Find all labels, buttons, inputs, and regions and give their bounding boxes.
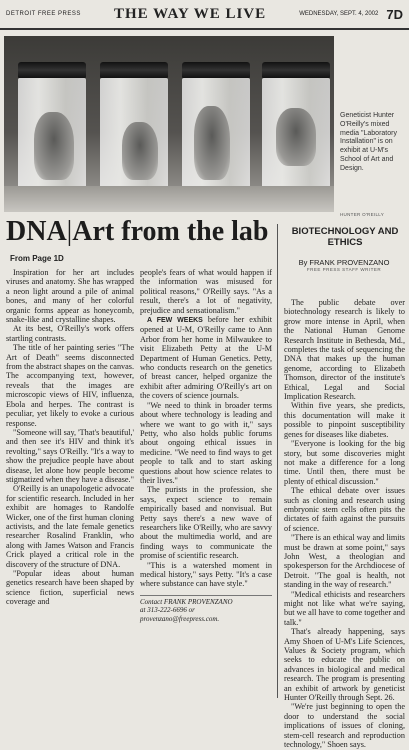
lead-text: before her exhibit opened at U-M, O'Reilly came to Ann Arbor from her home in Milwaukee to visit Elizabeth Petty at the U-M Department of Human Genetics. Petty, who conducts research on the genetics of breast cancer, helped organize the exhibit after admiring O'Reilly's art on the covers of science journals. (140, 315, 272, 401)
issue-date: WEDNESDAY, SEPT. 4, 2002 (299, 11, 379, 17)
sidebar-paragraph: "Medical ethicists and researchers might not like what we're saying, but we all have to come together and talk." (284, 589, 405, 627)
sidebar-paragraph: "Everyone is looking for the big story, but some discoveries might not make a difference for a long time. Until then, there must be plenty of ethical discussion." (284, 439, 405, 486)
photo-caption: Geneticist Hunter O'Reilly's mixed media "Laboratory Installation" is on exhibit at U-M's School of Art and Design. (340, 112, 397, 172)
jump-line: From Page 1D (10, 254, 64, 263)
headline-separator: | (66, 216, 73, 247)
contact-info (140, 595, 272, 623)
section-lead: A FEW WEEKS (147, 317, 203, 325)
headline-tail: Art from the lab (72, 216, 269, 247)
article-headline (6, 216, 269, 248)
paper-name: DETROIT FREE PRESS (6, 11, 81, 17)
headline-main: DNA (6, 216, 67, 247)
sidebar-headline: BIOTECHNOLOGY AND ETHICS (291, 226, 399, 248)
sidebar-paragraph: "We're just beginning to open the door to understand the social implications of issues of cloning, stem-cell research and reproduction technology," Shoen says. (284, 702, 405, 750)
body-paragraph: "Popular ideas about human genetics research have been shaped by science fiction, superficial news coverage and (6, 569, 134, 607)
specimen-jar (100, 62, 168, 196)
specimen-jar (18, 62, 86, 196)
sidebar-paragraph: The ethical debate over issues such as cloning and research using embryonic stem cells often pits the dictates of faith against the pursuits of science. (284, 486, 405, 533)
body-paragraph: The title of her painting series "The Art of Death" seems disconnected from the abstract shapes on the canvas. The accompanying text, however, reveals that the images are microscopic views of HIV, influenza, Ebola and herpes. The contrast is peculiar, yet likely to evoke a curious response. (6, 343, 134, 428)
body-paragraph: The purists in the profession, she says, expect science to remain empirically based and nonvisual. But Petty says there's a new wave of researchers like O'Reilly, who are savvy about the multimedia world, and are finding ways to communicate the promise of scientific research. (140, 485, 272, 561)
section-lead-paragraph (140, 315, 272, 401)
contact-email: provenzano@freepress.com. (140, 614, 220, 623)
sidebar-byline (282, 258, 406, 272)
sidebar-paragraph: Within five years, she predicts, this documentation will make it possible to pinpoint susceptibility genes for diseases like diabetes. (284, 401, 405, 439)
contact-name: Contact FRANK PROVENZANO (140, 597, 233, 606)
specimen-jar (182, 62, 250, 196)
article-column-2 (140, 268, 272, 623)
body-paragraph: O'Reilly is an unapologetic advocate for scientific research. Included in her exhibit are homages to Randolfe Wicker, one of the first human cloning activists, and the late female genetics researcher Rosalind Franklin, who along with James Watson and Francis Crick played a critical role in the discovery of the structure of DNA. (6, 484, 134, 569)
body-paragraph: "This is a watershed moment in medical history," says Petty. "It's a case where substance can have style." (140, 560, 272, 589)
body-paragraph: people's fears of what would happen if the information was misused for political reasons," O'Reilly says. "As a result, there's a lot of negativity, prejudice and sensationalism." (140, 268, 272, 315)
byline-name: By FRANK PROVENZANO (298, 258, 390, 267)
column-rule (277, 224, 278, 698)
jars-photo (4, 36, 334, 212)
article-column-1 (6, 268, 134, 607)
body-paragraph: At its best, O'Reilly's work offers startling contrasts. (6, 324, 134, 343)
sidebar-paragraph: "There is an ethical way and limits must be drawn at some point," says John West, a theologian and spokesperson for the Archdiocese of Detroit. "The goal is health, not standing in the way of research." (284, 533, 405, 590)
masthead-date-group (299, 7, 403, 22)
specimen-jar (262, 62, 330, 196)
sidebar-column (284, 298, 405, 750)
contact-phone: at 313-222-6696 or (140, 606, 195, 615)
sidebar-paragraph: That's already happening, says Amy Shoen of U-M's Life Sciences, Values & Society program, which seeks to educate the public on advances in biological and medical research. The program is presenting an exhibit of artwork by geneticist Hunter O'Reilly through Sept. 26. (284, 627, 405, 703)
body-paragraph: "We need to think in broader terms about where technology is leading and where we want to go with it," says Petty, who also holds public forums about ongoing ethical issues in medicine. "We need to find ways to get people to talk and to start asking questions about how science relates to their lives." (140, 400, 272, 485)
sidebar-paragraph: The public debate over biotechnology research is likely to grow more intense in April, when the National Human Genome Research Institute in Bethesda, Md., completes the task of sequencing the DNA that makes up the human genome, according to Elizabeth Thomson, director of the institute's Ethical, Legal and Social Implication Research. (284, 298, 405, 402)
body-paragraph: Inspiration for her art includes viruses and anatomy. She has wrapped a neon light around a pile of animal bones, and many of her colorful organic forms appear as honeycomb, snake-like and crystalline shapes. (6, 268, 134, 325)
section-title: THE WAY WE LIVE (113, 5, 267, 22)
body-paragraph: "Someone will say, 'That's beautiful,' and then see it's HIV and think it's revolting," says O'Reilly. "It's a way to show the prejudice people have about disease, let alone how people become stigmatized when they have a disease." (6, 427, 134, 484)
byline-staff: FREE PRESS STAFF WRITER (306, 267, 382, 272)
photo-credit: HUNTER O'REILLY (340, 212, 385, 217)
page-number: 7D (386, 6, 403, 22)
masthead (0, 0, 409, 30)
